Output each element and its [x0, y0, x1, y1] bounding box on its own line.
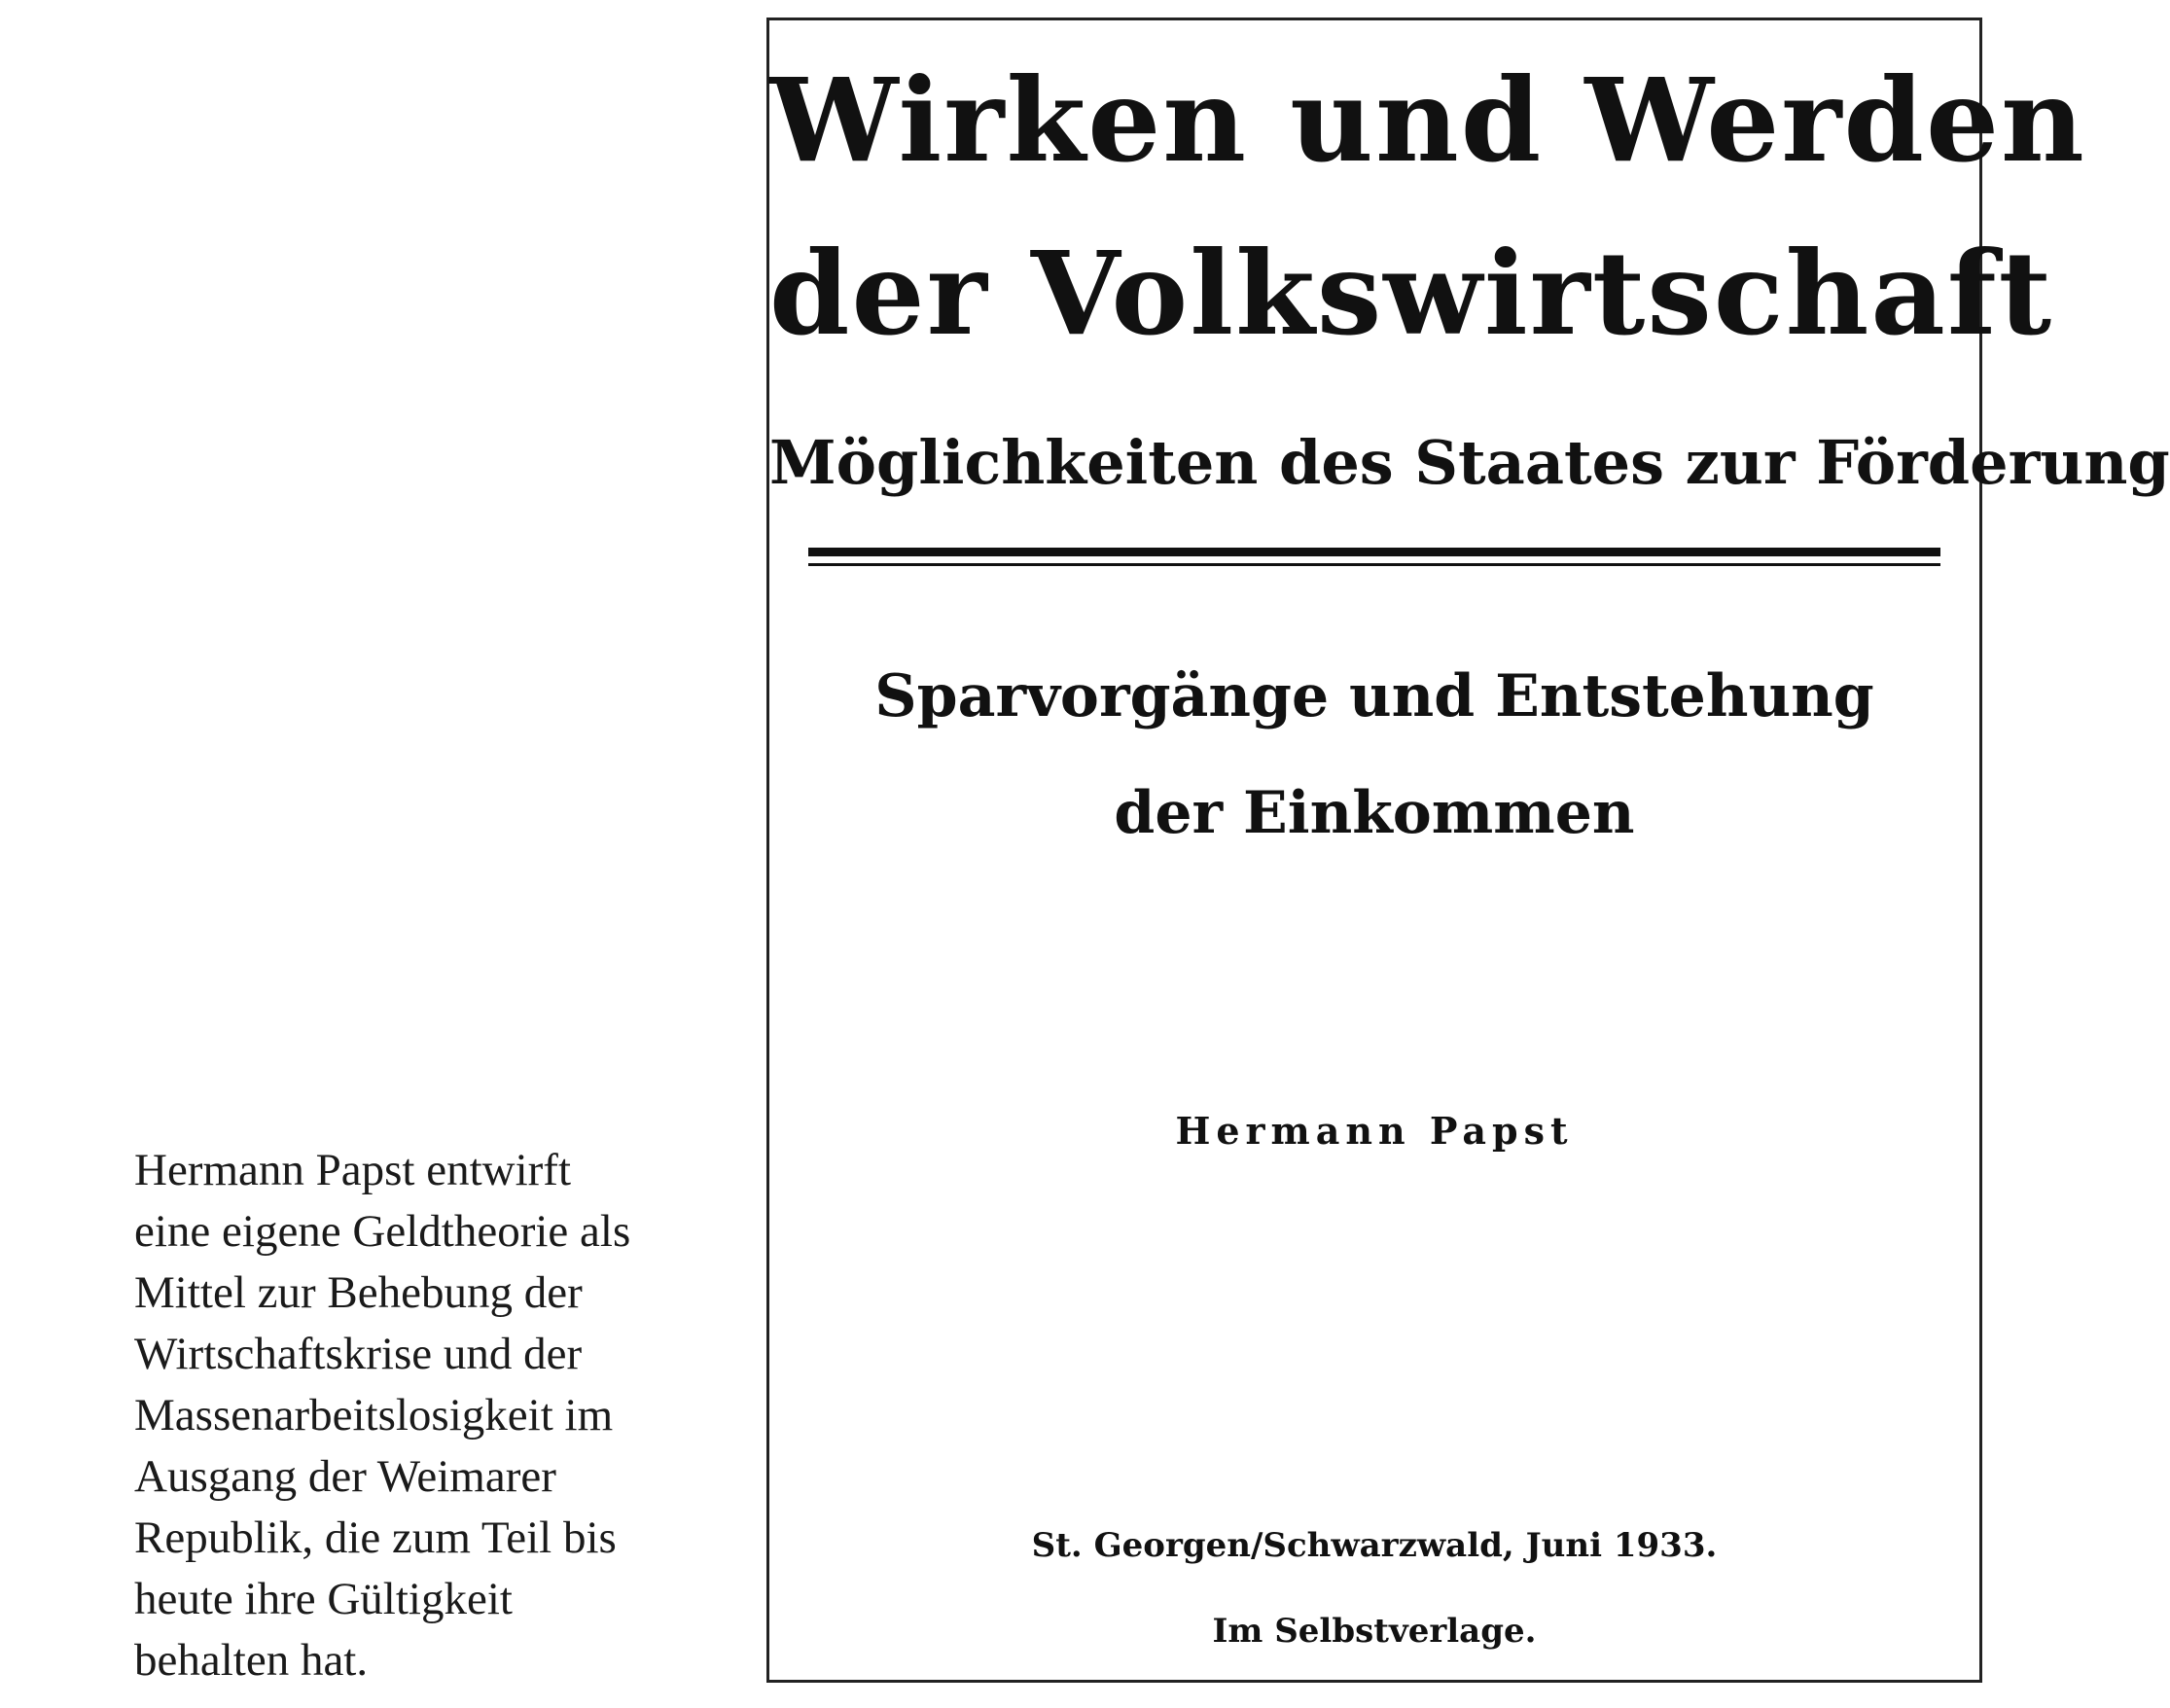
cover-rule-thick: [808, 548, 1940, 556]
cover-place-date: St. Georgen/Schwarzwald, Juni 1933.: [1031, 1526, 1718, 1565]
cover-rule-thin: [808, 563, 1940, 566]
caption-line: behalten hat.: [134, 1635, 369, 1686]
caption-text: [134, 1140, 718, 1691]
caption-line: heute ihre Gültigkeit: [134, 1574, 513, 1624]
caption-line: Ausgang der Weimarer: [134, 1451, 556, 1502]
caption-line: Hermann Papst entwirft: [134, 1145, 572, 1195]
cover-title-line-1: Wirken und Werden: [769, 53, 2086, 188]
caption-line: Wirtschaftskrise und der: [134, 1329, 583, 1379]
caption-line: eine eigene Geldtheorie als: [134, 1206, 631, 1257]
cover-author: Hermann Papst: [1175, 1109, 1574, 1153]
book-cover: [766, 18, 2170, 1683]
cover-subtitle: Möglichkeiten des Staates zur Förderung: [769, 427, 2170, 498]
cover-publisher: Im Selbstverlage.: [1212, 1612, 1537, 1651]
work-title-line-2: der Einkommen: [1114, 779, 1635, 847]
cover-title-line-2: der Volkswirtschaft: [769, 226, 2054, 361]
caption-line: Massenarbeitslosigkeit im: [134, 1390, 614, 1441]
caption-line: Republik, die zum Teil bis: [134, 1512, 617, 1563]
caption-line: Mittel zur Behebung der: [134, 1267, 583, 1318]
work-title-line-1: Sparvorgänge und Entstehung: [874, 662, 1874, 730]
